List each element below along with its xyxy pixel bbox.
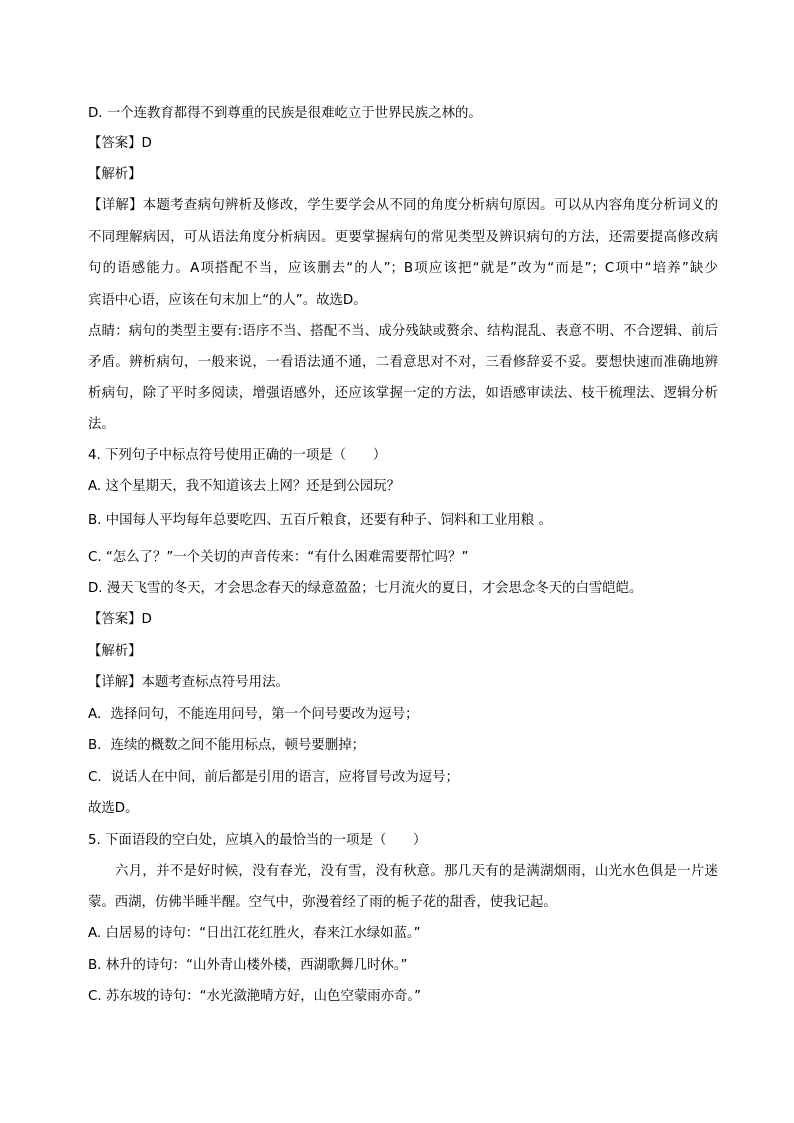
detail-q4-b: B．连续的概数之间不能用标点，顿号要删掉； [88, 738, 365, 753]
option-a-q5: A. 白居易的诗句：“日出江花红胜火，春来江水绿如蓝。” [88, 926, 421, 941]
detail-line-3: 句的语感能力。A项搭配不当，应该删去“的人”；B项应该把“就是”改为“而是”；C项中“培养”缺少 [88, 261, 718, 276]
detail-q4-c: C．说话人在中间，前后都是引用的语言，应将冒号改为逗号； [88, 770, 459, 785]
option-a-q4: A. 这个星期天，我不知道该去上网？还是到公园玩？ [88, 479, 401, 494]
detail-line-4: 宾语中心语，应该在句末加上“的人”。故选D。 [88, 293, 367, 308]
detail-q4: 【详解】本题考查标点符号用法。 [88, 675, 289, 690]
analysis-label-q4: 【解析】 [88, 644, 142, 659]
passage-line-1: 六月，并不是好时候，没有春光，没有雪，没有秋意。那几天有的是满湖烟雨，山光水色俱是一片迷 [115, 864, 718, 879]
conclusion-q4: 故选D。 [88, 801, 139, 816]
detail-line-2: 不同理解病因，可从语法角度分析病因。更要掌握病句的常见类型及辨识病句的方法，还需要提高修改病 [88, 230, 718, 245]
option-d-q4: D. 漫天飞雪的冬天，才会思念春天的绿意盈盈；七月流火的夏日，才会思念冬天的白雪皑皑。 [88, 581, 643, 596]
option-c-q5: C. 苏东坡的诗句：“水光潋滟晴方好，山色空蒙雨亦奇。” [88, 989, 422, 1004]
tip-line-4: 法。 [88, 417, 115, 432]
question-5: 5. 下面语段的空白处，应填入的最恰当的一项是（ ） [88, 833, 427, 848]
question-4: 4. 下列句子中标点符号使用正确的一项是（ ） [88, 448, 387, 463]
analysis-label-q3: 【解析】 [88, 167, 142, 182]
option-b-q4: B. 中国每人平均每年总要吃四、五百斤粮食，还要有种子、饲料和工业用粮 。 [88, 513, 552, 528]
option-c-q4: C. “怎么了？”一个关切的声音传来：“有什么困难需要帮忙吗？” [88, 550, 469, 565]
detail-line-1: 【详解】本题考查病句辨析及修改，学生要学会从不同的角度分析病句原因。可以从内容角度分析词义的 [88, 198, 718, 213]
option-b-q5: B. 林升的诗句：“山外青山楼外楼，西湖歌舞几时休。” [88, 958, 408, 973]
answer-label-q4: 【答案】D [88, 612, 152, 627]
tip-line-1: 点睛：病句的类型主要有:语序不当、搭配不当、成分残缺或赘余、结构混乱、表意不明、不合逻辑、前后 [88, 324, 718, 339]
answer-label-q3: 【答案】D [88, 136, 152, 151]
detail-q4-a: A．选择问句，不能连用问号，第一个问号要改为逗号； [88, 707, 419, 722]
tip-line-3: 析病句，除了平时多阅读，增强语感外，还应该掌握一定的方法，如语感审读法、枝干梳理法、逻辑分析 [88, 386, 718, 401]
tip-line-2: 矛盾。辨析病句，一般来说，一看语法通不通，二看意思对不对，三看修辞妥不妥。要想快速而准确地辨 [88, 355, 718, 370]
option-d-q3: D. 一个连教育都得不到尊重的民族是很难屹立于世界民族之林的。 [88, 106, 482, 121]
passage-line-2: 蒙。西湖，仿佛半睡半醒。空气中，弥漫着经了雨的栀子花的甜香，使我记起。 [88, 895, 557, 910]
